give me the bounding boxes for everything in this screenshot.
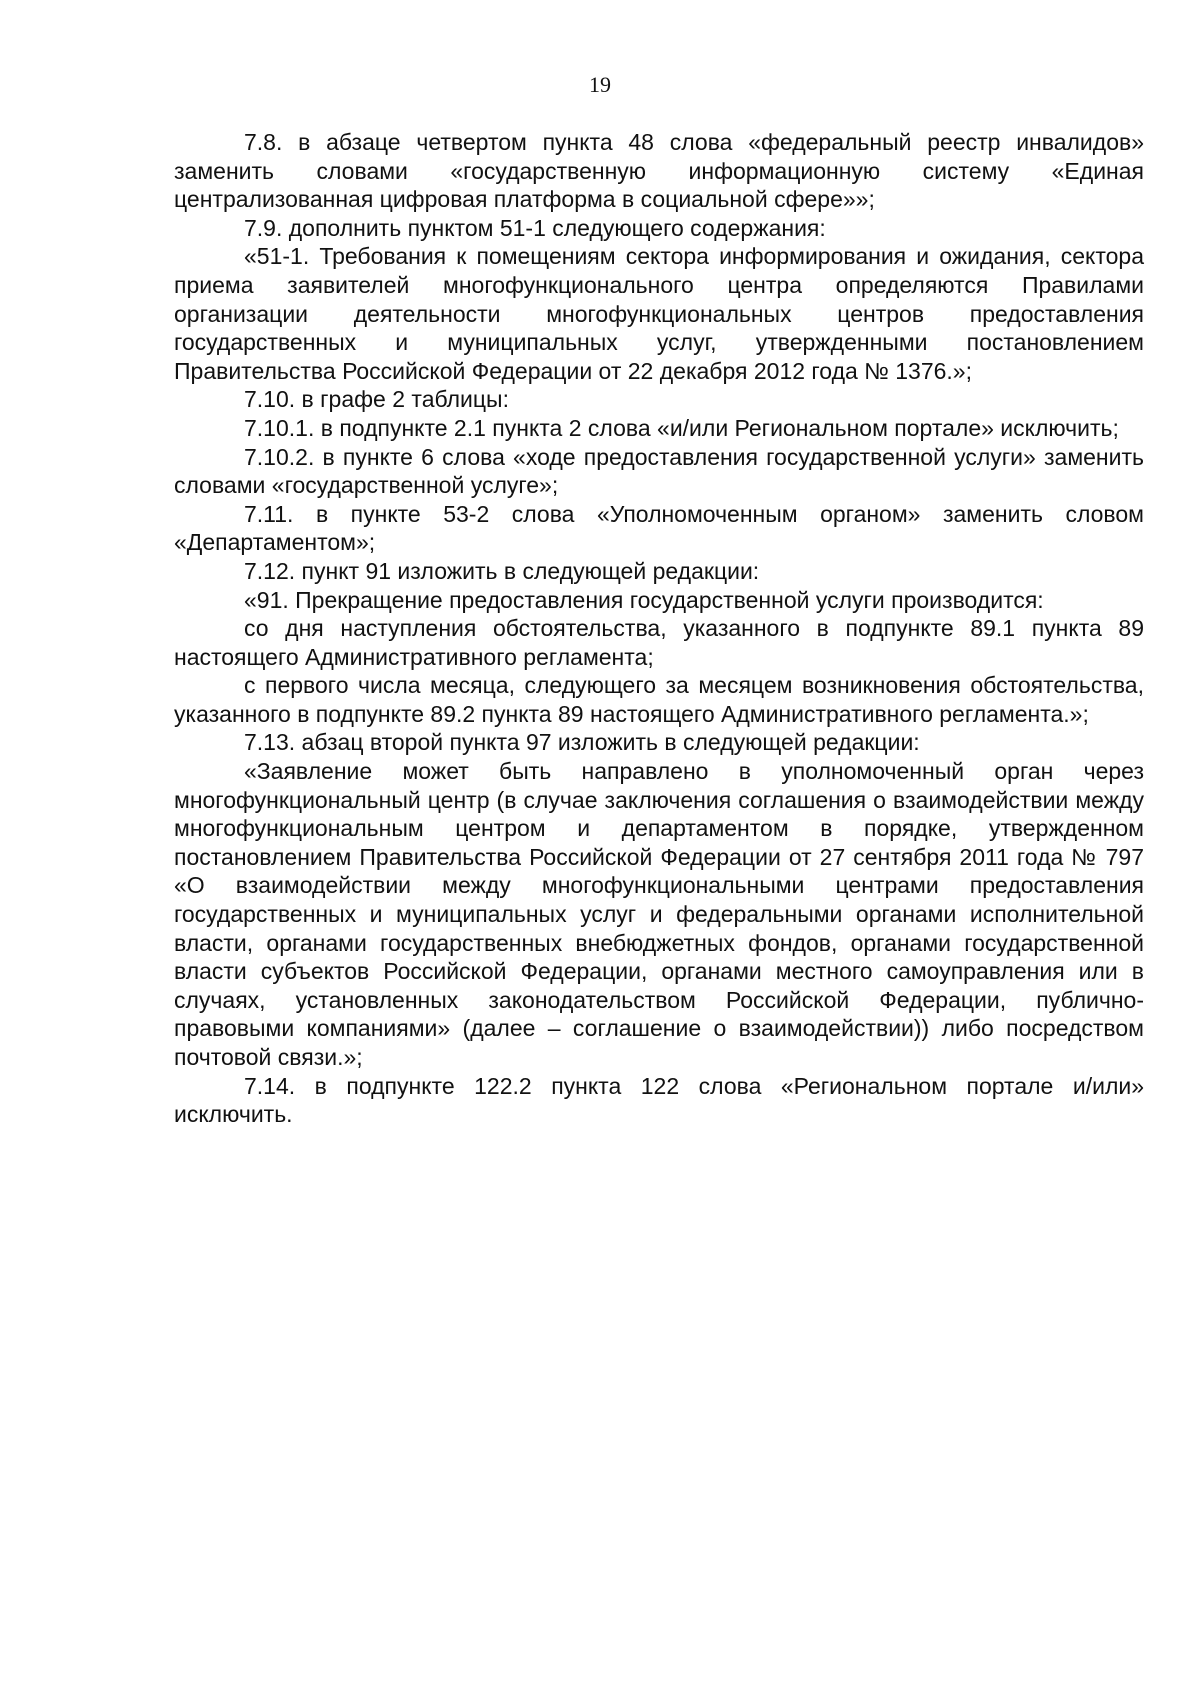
paragraph-91-text: «91. Прекращение предоставления государственной услуги производится:	[244, 586, 1044, 613]
paragraph-97-text: «Заявление может быть направлено в уполномоченный орган через многофункциональный центр (в случае заключения соглашения о взаимодействии между многофункциональным центром и департаментом в порядке, утвержденном постановлением Правительства Российской Федерации от 27 сентября 2011 года № 797 «О взаимодействии между многофункциональными центрами предоставления государственных и муниципальных услуг и федеральными органами исполнительной власти, органами государственных внебюджетных фондов, органами государственной власти субъектов Российской Федерации, органами местного самоуправления или в случаях, установленных законодательством Российской Федерации, публично-правовыми компаниями» (далее – соглашение о взаимодействии)) либо посредством почтовой связи.»;	[174, 758, 1144, 1070]
paragraph-7-14: 7.14. в подпункте 122.2 пункта 122 слова «Региональном портале и/или» исключить.	[174, 1072, 1144, 1128]
paragraph-7-8: 7.8. в абзаце четвертом пункта 48 слова «федеральный реестр инвалидов» заменить словами «государственную информационную систему «Единая централизованная цифровая платформа в социальной сфере»»;	[174, 129, 1144, 213]
paragraph-91-item-1: со дня наступления обстоятельства, указанного в подпункте 89.1 пункта 89 настоящего Административного регламента;	[174, 615, 1144, 670]
paragraph-51-1-text: «51-1. Требования к помещениям сектора информирования и ожидания, сектора приема заявителей многофункционального центра определяются Правилами организации деятельности многофункциональных центров предоставления государственных и муниципальных услуг, утвержденными постановлением Правительства Российской Федерации от 22 декабря 2012 года № 1376.»;	[174, 243, 1144, 384]
paragraph-91-item-2: с первого числа месяца, следующего за месяцем возникновения обстоятельства, указанного в подпункте 89.2 пункта 89 настоящего Административного регламента.»;	[174, 672, 1144, 727]
paragraph-7-11: 7.11. в пункте 53-2 слова «Уполномоченным органом» заменить словом «Департаментом»;	[174, 500, 1144, 556]
paragraph-7-12: 7.12. пункт 91 изложить в следующей редакции:	[244, 557, 760, 584]
paragraph-7-10-1: 7.10.1. в подпункте 2.1 пункта 2 слова «и/или Региональном портале» исключить;	[244, 414, 1119, 441]
paragraph-7-10-2: 7.10.2. в пункте 6 слова «ходе предоставления государственной услуги» заменить словами «государственной услуге»;	[174, 443, 1144, 499]
paragraph-7-13: 7.13. абзац второй пункта 97 изложить в следующей редакции:	[244, 729, 920, 756]
document-body	[174, 128, 1144, 1129]
paragraph-7-10: 7.10. в графе 2 таблицы:	[244, 386, 509, 413]
paragraph-7-9: 7.9. дополнить пунктом 51-1 следующего содержания:	[244, 214, 826, 241]
page-number: 19	[589, 72, 611, 97]
